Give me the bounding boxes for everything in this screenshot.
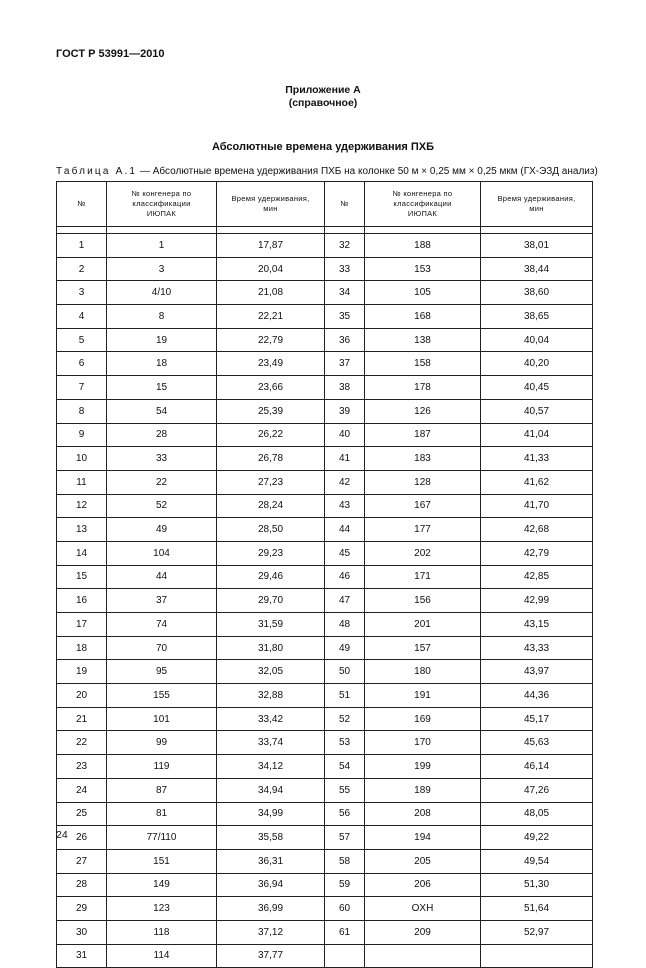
cell-no-right: 33: [325, 257, 365, 281]
cell-congener-left: 155: [107, 684, 217, 708]
cell-congener-right: 201: [365, 613, 481, 637]
cell-time-left: 29,70: [217, 589, 325, 613]
cell-no-left: 4: [57, 305, 107, 329]
cell-no-right: 42: [325, 470, 365, 494]
cell-congener-left: 28: [107, 423, 217, 447]
cell-congener-right: 189: [365, 778, 481, 802]
cell-congener-right: 202: [365, 541, 481, 565]
cell-congener-left: 1: [107, 234, 217, 258]
cell-no-right: 40: [325, 423, 365, 447]
cell-congener-right: 177: [365, 518, 481, 542]
cell-time-right: 42,79: [481, 541, 593, 565]
cell-time-right: 51,30: [481, 873, 593, 897]
table-row: [57, 897, 593, 921]
cell-no-right: 57: [325, 826, 365, 850]
table-row: [57, 873, 593, 897]
cell-time-right: 38,60: [481, 281, 593, 305]
cell-no-left: 10: [57, 447, 107, 471]
cell-time-left: 21,08: [217, 281, 325, 305]
cell-time-left: 28,24: [217, 494, 325, 518]
cell-no-right: 61: [325, 920, 365, 944]
cell-time-left: 33,42: [217, 707, 325, 731]
header-congener-line-1: № конгенера по: [392, 189, 453, 198]
cell-time-left: 23,49: [217, 352, 325, 376]
cell-congener-left: 18: [107, 352, 217, 376]
cell-congener-left: 87: [107, 778, 217, 802]
cell-no-right: 39: [325, 399, 365, 423]
cell-no-right: 47: [325, 589, 365, 613]
header-congener-line-3: ИЮПАК: [407, 209, 438, 218]
cell-no-left: 1: [57, 234, 107, 258]
cell-time-right: 38,44: [481, 257, 593, 281]
cell-time-right: 41,70: [481, 494, 593, 518]
table-row: [57, 778, 593, 802]
cell-no-right: 60: [325, 897, 365, 921]
cell-time-left: 17,87: [217, 234, 325, 258]
table-caption-label: Таблица А.1: [56, 166, 138, 177]
table-row: [57, 470, 593, 494]
cell-no-right: 37: [325, 352, 365, 376]
cell-time-right: 41,04: [481, 423, 593, 447]
cell-no-right: 59: [325, 873, 365, 897]
cell-congener-left: 4/10: [107, 281, 217, 305]
header-no-right: №: [325, 182, 365, 227]
cell-congener-left: 15: [107, 376, 217, 400]
table-row: [57, 328, 593, 352]
table-row: [57, 849, 593, 873]
cell-congener-left: 123: [107, 897, 217, 921]
table-body: [57, 234, 593, 968]
cell-time-left: 32,88: [217, 684, 325, 708]
cell-no-left: 9: [57, 423, 107, 447]
cell-congener-left: 99: [107, 731, 217, 755]
table-header-row: [57, 182, 593, 227]
cell-no-left: 3: [57, 281, 107, 305]
cell-no-right: 51: [325, 684, 365, 708]
header-gap-row: [57, 227, 593, 234]
cell-congener-right: 191: [365, 684, 481, 708]
cell-time-right: 48,05: [481, 802, 593, 826]
cell-congener-right: 170: [365, 731, 481, 755]
cell-no-right: 41: [325, 447, 365, 471]
cell-time-left: 37,12: [217, 920, 325, 944]
cell-no-right: 34: [325, 281, 365, 305]
cell-no-left: 23: [57, 755, 107, 779]
table-row: [57, 731, 593, 755]
cell-no-right: 46: [325, 565, 365, 589]
cell-time-right: 43,97: [481, 660, 593, 684]
cell-time-right: 42,68: [481, 518, 593, 542]
table-row: [57, 920, 593, 944]
cell-congener-right: 105: [365, 281, 481, 305]
cell-congener-left: 49: [107, 518, 217, 542]
cell-congener-right: 209: [365, 920, 481, 944]
cell-no-left: 29: [57, 897, 107, 921]
cell-time-left: 36,31: [217, 849, 325, 873]
cell-time-right: 45,63: [481, 731, 593, 755]
table-row: [57, 257, 593, 281]
cell-congener-right: 156: [365, 589, 481, 613]
header-congener-line-3: ИЮПАК: [146, 209, 177, 218]
cell-congener-left: 151: [107, 849, 217, 873]
cell-no-left: 30: [57, 920, 107, 944]
header-time-line-2: мин: [263, 204, 278, 213]
cell-time-right: 40,20: [481, 352, 593, 376]
table-row: [57, 565, 593, 589]
cell-time-left: 33,74: [217, 731, 325, 755]
cell-no-right: 53: [325, 731, 365, 755]
cell-congener-left: 19: [107, 328, 217, 352]
document-title: Абсолютные времена удерживания ПХБ: [211, 141, 435, 153]
cell-no-left: 6: [57, 352, 107, 376]
cell-no-right: 54: [325, 755, 365, 779]
table-row: [57, 281, 593, 305]
cell-no-left: 19: [57, 660, 107, 684]
cell-no-right: 38: [325, 376, 365, 400]
header-time-line-2: мин: [529, 204, 544, 213]
table-row: [57, 376, 593, 400]
cell-time-left: 34,94: [217, 778, 325, 802]
table-row: [57, 684, 593, 708]
table-row: [57, 660, 593, 684]
table-row: [57, 352, 593, 376]
header-time-left: [217, 182, 325, 227]
cell-no-left: 22: [57, 731, 107, 755]
cell-time-left: 37,77: [217, 944, 325, 968]
cell-no-right: 56: [325, 802, 365, 826]
cell-no-left: 2: [57, 257, 107, 281]
cell-no-left: 5: [57, 328, 107, 352]
appendix-title: Приложение А: [285, 84, 361, 96]
table-caption: [56, 166, 598, 177]
cell-no-right: [325, 944, 365, 968]
table-row: [57, 589, 593, 613]
table-row: [57, 399, 593, 423]
cell-time-left: 23,66: [217, 376, 325, 400]
table-row: [57, 423, 593, 447]
header-congener-left: [107, 182, 217, 227]
cell-time-right: 40,45: [481, 376, 593, 400]
cell-time-right: 41,33: [481, 447, 593, 471]
cell-no-left: 16: [57, 589, 107, 613]
table-row: [57, 944, 593, 968]
header-time-line-1: Время удерживания,: [497, 194, 576, 203]
cell-congener-left: 119: [107, 755, 217, 779]
cell-no-left: 11: [57, 470, 107, 494]
cell-time-right: 49,22: [481, 826, 593, 850]
cell-congener-left: 3: [107, 257, 217, 281]
cell-no-right: 58: [325, 849, 365, 873]
cell-time-left: 32,05: [217, 660, 325, 684]
page-number: 24: [56, 829, 68, 841]
cell-time-right: 45,17: [481, 707, 593, 731]
cell-no-left: 21: [57, 707, 107, 731]
cell-no-left: 17: [57, 613, 107, 637]
cell-time-right: 51,64: [481, 897, 593, 921]
cell-congener-left: 22: [107, 470, 217, 494]
cell-time-right: 40,04: [481, 328, 593, 352]
cell-time-right: 52,97: [481, 920, 593, 944]
cell-time-left: 34,99: [217, 802, 325, 826]
cell-congener-left: 114: [107, 944, 217, 968]
cell-congener-left: 104: [107, 541, 217, 565]
cell-congener-left: 101: [107, 707, 217, 731]
cell-congener-left: 77/110: [107, 826, 217, 850]
cell-time-left: 25,39: [217, 399, 325, 423]
cell-time-right: [481, 944, 593, 968]
cell-congener-left: 81: [107, 802, 217, 826]
cell-congener-right: 183: [365, 447, 481, 471]
header-congener-line-1: № конгенера по: [131, 189, 192, 198]
cell-congener-left: 44: [107, 565, 217, 589]
table-row: [57, 541, 593, 565]
table-row: [57, 518, 593, 542]
cell-congener-right: 206: [365, 873, 481, 897]
cell-time-right: 38,01: [481, 234, 593, 258]
header-congener-right: [365, 182, 481, 227]
cell-congener-left: 70: [107, 636, 217, 660]
cell-congener-right: 199: [365, 755, 481, 779]
cell-no-right: 45: [325, 541, 365, 565]
cell-congener-right: 187: [365, 423, 481, 447]
table-row: [57, 305, 593, 329]
table-row: [57, 447, 593, 471]
table-row: [57, 802, 593, 826]
cell-time-left: 26,78: [217, 447, 325, 471]
cell-congener-right: 126: [365, 399, 481, 423]
cell-no-left: 27: [57, 849, 107, 873]
cell-time-left: 35,58: [217, 826, 325, 850]
header-time-right: [481, 182, 593, 227]
cell-congener-right: 153: [365, 257, 481, 281]
cell-congener-right: [365, 944, 481, 968]
cell-time-left: 26,22: [217, 423, 325, 447]
cell-time-right: 49,54: [481, 849, 593, 873]
cell-time-left: 31,80: [217, 636, 325, 660]
cell-no-right: 50: [325, 660, 365, 684]
cell-congener-left: 33: [107, 447, 217, 471]
cell-no-right: 48: [325, 613, 365, 637]
table-row: [57, 234, 593, 258]
cell-congener-right: 138: [365, 328, 481, 352]
cell-no-right: 35: [325, 305, 365, 329]
cell-no-left: 7: [57, 376, 107, 400]
cell-time-left: 29,46: [217, 565, 325, 589]
cell-no-left: 31: [57, 944, 107, 968]
cell-time-left: 22,21: [217, 305, 325, 329]
cell-time-left: 22,79: [217, 328, 325, 352]
table-row: [57, 494, 593, 518]
cell-congener-left: 52: [107, 494, 217, 518]
cell-no-right: 49: [325, 636, 365, 660]
cell-time-right: 44,36: [481, 684, 593, 708]
document-code: ГОСТ Р 53991—2010: [56, 48, 165, 60]
cell-time-right: 46,14: [481, 755, 593, 779]
cell-congener-right: 188: [365, 234, 481, 258]
cell-no-right: 36: [325, 328, 365, 352]
appendix-note: (справочное): [288, 97, 358, 109]
cell-time-right: 43,15: [481, 613, 593, 637]
cell-congener-right: 171: [365, 565, 481, 589]
header-congener-line-2: классификации: [393, 199, 452, 208]
cell-congener-right: 158: [365, 352, 481, 376]
cell-congener-right: 128: [365, 470, 481, 494]
cell-no-left: 13: [57, 518, 107, 542]
cell-no-left: 8: [57, 399, 107, 423]
cell-no-left: 12: [57, 494, 107, 518]
cell-no-left: 18: [57, 636, 107, 660]
cell-congener-left: 74: [107, 613, 217, 637]
table-row: [57, 755, 593, 779]
cell-time-left: 31,59: [217, 613, 325, 637]
table-caption-text: — Абсолютные времена удерживания ПХБ на колонке 50 м × 0,25 мм × 0,25 мкм (ГХ-ЭЗД анализ): [137, 166, 598, 177]
cell-no-left: 25: [57, 802, 107, 826]
cell-time-left: 34,12: [217, 755, 325, 779]
cell-congener-right: 178: [365, 376, 481, 400]
cell-congener-right: 205: [365, 849, 481, 873]
cell-no-right: 55: [325, 778, 365, 802]
cell-no-right: 43: [325, 494, 365, 518]
cell-no-left: 26: [57, 826, 107, 850]
cell-no-left: 15: [57, 565, 107, 589]
cell-congener-left: 54: [107, 399, 217, 423]
cell-congener-left: 149: [107, 873, 217, 897]
cell-no-left: 14: [57, 541, 107, 565]
cell-time-left: 20,04: [217, 257, 325, 281]
header-no-left: №: [57, 182, 107, 227]
cell-congener-left: 95: [107, 660, 217, 684]
cell-time-left: 28,50: [217, 518, 325, 542]
cell-time-left: 36,99: [217, 897, 325, 921]
cell-congener-right: 157: [365, 636, 481, 660]
cell-congener-right: 180: [365, 660, 481, 684]
retention-times-table: [56, 181, 593, 968]
cell-time-right: 38,65: [481, 305, 593, 329]
header-congener-line-2: классификации: [132, 199, 191, 208]
table-row: [57, 613, 593, 637]
cell-time-left: 36,94: [217, 873, 325, 897]
cell-congener-right: 194: [365, 826, 481, 850]
cell-time-right: 41,62: [481, 470, 593, 494]
cell-time-right: 47,26: [481, 778, 593, 802]
cell-congener-left: 118: [107, 920, 217, 944]
cell-no-right: 32: [325, 234, 365, 258]
cell-time-left: 29,23: [217, 541, 325, 565]
cell-time-right: 43,33: [481, 636, 593, 660]
cell-no-left: 24: [57, 778, 107, 802]
cell-no-left: 28: [57, 873, 107, 897]
cell-congener-left: 8: [107, 305, 217, 329]
cell-congener-left: 37: [107, 589, 217, 613]
cell-congener-right: 167: [365, 494, 481, 518]
cell-time-right: 42,99: [481, 589, 593, 613]
cell-no-right: 52: [325, 707, 365, 731]
cell-congener-right: 208: [365, 802, 481, 826]
cell-time-right: 40,57: [481, 399, 593, 423]
table-row: [57, 826, 593, 850]
cell-no-right: 44: [325, 518, 365, 542]
cell-congener-right: 169: [365, 707, 481, 731]
cell-time-left: 27,23: [217, 470, 325, 494]
table-row: [57, 636, 593, 660]
cell-congener-right: 168: [365, 305, 481, 329]
table-row: [57, 707, 593, 731]
header-time-line-1: Время удерживания,: [231, 194, 310, 203]
cell-congener-right: OXH: [365, 897, 481, 921]
cell-time-right: 42,85: [481, 565, 593, 589]
cell-no-left: 20: [57, 684, 107, 708]
